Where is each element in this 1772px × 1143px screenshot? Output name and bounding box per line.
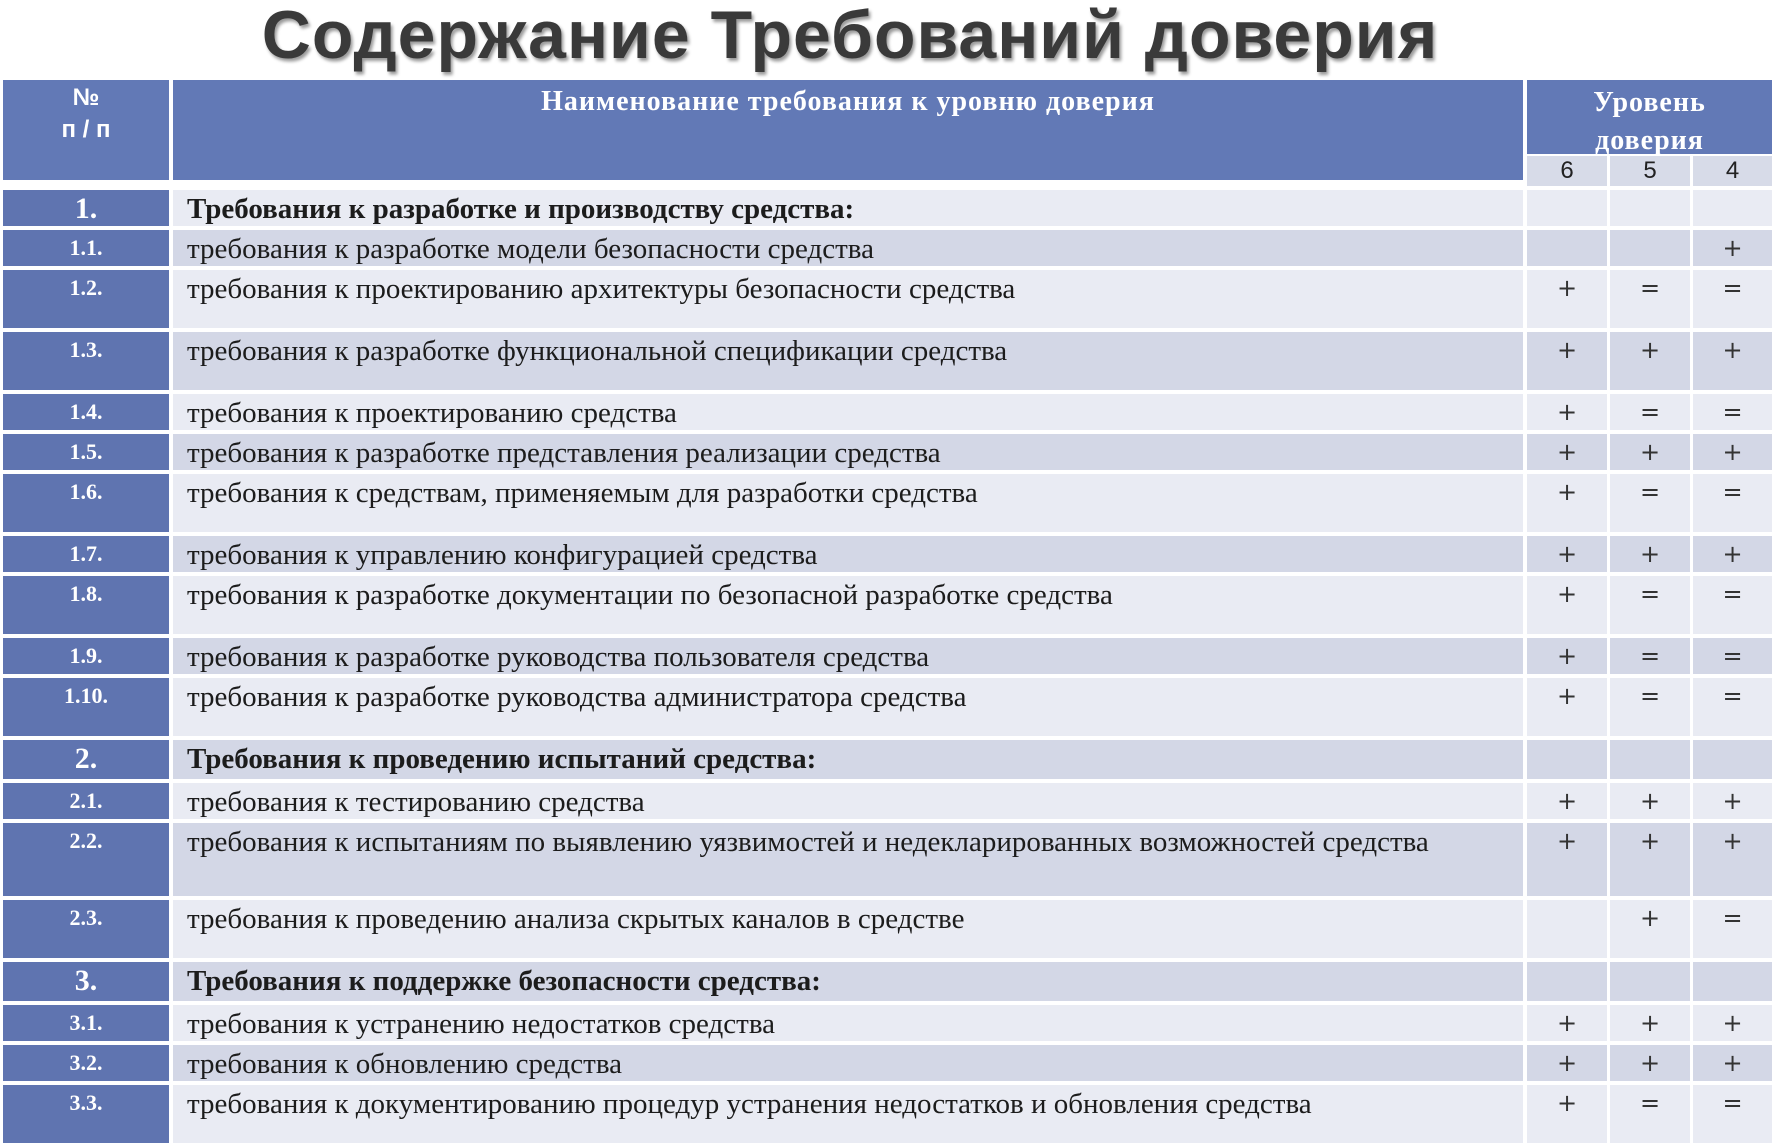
level-column-5: 5 [1610,156,1690,186]
level-5-value: + [1610,332,1690,390]
level-5-value: = [1610,678,1690,736]
row-number: 1.6. [3,474,169,532]
row-number: 3.2. [3,1045,169,1081]
requirement-name: требования к испытаниям по выявлению уязвимостей и недекларированных возможностей средства [173,823,1523,896]
level-5-value: + [1610,823,1690,896]
requirement-name: требования к проектированию архитектуры безопасности средства [173,270,1523,328]
requirement-name: требования к разработке модели безопасности средства [173,230,1523,266]
requirement-name: требования к разработке документации по безопасной разработке средства [173,576,1523,634]
level-4-value: = [1693,576,1772,634]
level-6-value: + [1527,576,1607,634]
header-trust-level-line1: Уровень [1593,87,1706,118]
level-5-value: + [1610,1005,1690,1041]
level-5-value: = [1610,270,1690,328]
level-6-value: + [1527,332,1607,390]
level-column-4: 4 [1693,156,1772,186]
level-5-value: = [1610,638,1690,674]
level-5-value [1610,962,1690,1001]
level-4-value [1693,740,1772,779]
header-number-symbol: № [72,84,100,111]
header-requirement-name: Наименование требования к уровню доверия [173,80,1523,180]
requirement-name: требования к управлению конфигурацией средства [173,536,1523,572]
row-number: 1.9. [3,638,169,674]
section-title: Требования к разработке и производству средства: [173,190,1523,226]
row-number: 2.1. [3,783,169,819]
requirement-name: требования к обновлению средства [173,1045,1523,1081]
row-number: 1.8. [3,576,169,634]
level-4-value: = [1693,638,1772,674]
level-6-value: + [1527,1045,1607,1081]
level-4-value: = [1693,270,1772,328]
level-6-value: + [1527,1005,1607,1041]
level-5-value: + [1610,1045,1690,1081]
requirements-table [0,80,1772,1120]
row-number: 2. [3,740,169,779]
requirement-name: требования к разработке представления реализации средства [173,434,1523,470]
header-trust-level-line2: доверия [1595,125,1704,154]
level-6-value: + [1527,394,1607,430]
row-number: 1.10. [3,678,169,736]
level-6-value: + [1527,474,1607,532]
row-number: 1.1. [3,230,169,266]
level-6-value: + [1527,823,1607,896]
requirement-name: требования к разработке функциональной спецификации средства [173,332,1523,390]
section-title: Требования к поддержке безопасности средства: [173,962,1523,1001]
level-4-value: + [1693,434,1772,470]
level-4-value: + [1693,823,1772,896]
level-5-value: = [1610,394,1690,430]
row-number: 1.4. [3,394,169,430]
requirement-name: требования к тестированию средства [173,783,1523,819]
level-6-value [1527,740,1607,779]
row-number: 1.2. [3,270,169,328]
requirement-name: требования к средствам, применяемым для разработки средства [173,474,1523,532]
level-5-value [1610,190,1690,226]
row-number: 2.3. [3,900,169,958]
level-5-value [1610,230,1690,266]
level-6-value: + [1527,783,1607,819]
level-6-value: + [1527,536,1607,572]
header-trust-level [1527,80,1772,154]
row-number: 1.7. [3,536,169,572]
level-4-value: + [1693,1005,1772,1041]
level-4-value: + [1693,536,1772,572]
level-6-value: + [1527,434,1607,470]
level-6-value: + [1527,638,1607,674]
header-number-label: п / п [61,116,111,143]
level-6-value: + [1527,1085,1607,1143]
level-4-value: + [1693,1045,1772,1081]
level-6-value [1527,900,1607,958]
row-number: 2.2. [3,823,169,896]
level-4-value: = [1693,474,1772,532]
level-6-value [1527,962,1607,1001]
level-5-value: + [1610,434,1690,470]
level-6-value [1527,230,1607,266]
requirement-name: требования к проведению анализа скрытых каналов в средстве [173,900,1523,958]
header-number [3,80,169,180]
row-number: 3. [3,962,169,1001]
section-title: Требования к проведению испытаний средства: [173,740,1523,779]
row-number: 3.1. [3,1005,169,1041]
row-number: 1.5. [3,434,169,470]
level-6-value [1527,190,1607,226]
level-5-value: + [1610,783,1690,819]
level-6-value: + [1527,678,1607,736]
row-number: 1.3. [3,332,169,390]
level-4-value: + [1693,783,1772,819]
level-5-value: = [1610,474,1690,532]
level-4-value: = [1693,394,1772,430]
requirement-name: требования к документированию процедур устранения недостатков и обновления средства [173,1085,1523,1143]
level-6-value: + [1527,270,1607,328]
level-5-value: + [1610,900,1690,958]
page-title: Содержание Требований доверия [261,0,1439,73]
level-column-6: 6 [1527,156,1607,186]
row-number: 3.3. [3,1085,169,1143]
requirement-name: требования к разработке руководства пользователя средства [173,638,1523,674]
level-4-value [1693,962,1772,1001]
level-4-value: + [1693,332,1772,390]
requirement-name: требования к проектированию средства [173,394,1523,430]
level-4-value: = [1693,678,1772,736]
level-4-value: + [1693,230,1772,266]
row-number: 1. [3,190,169,226]
requirement-name: требования к устранению недостатков средства [173,1005,1523,1041]
level-4-value: = [1693,1085,1772,1143]
level-4-value: = [1693,900,1772,958]
level-5-value [1610,740,1690,779]
level-4-value [1693,190,1772,226]
level-5-value: = [1610,1085,1690,1143]
level-5-value: = [1610,576,1690,634]
requirement-name: требования к разработке руководства администратора средства [173,678,1523,736]
level-5-value: + [1610,536,1690,572]
